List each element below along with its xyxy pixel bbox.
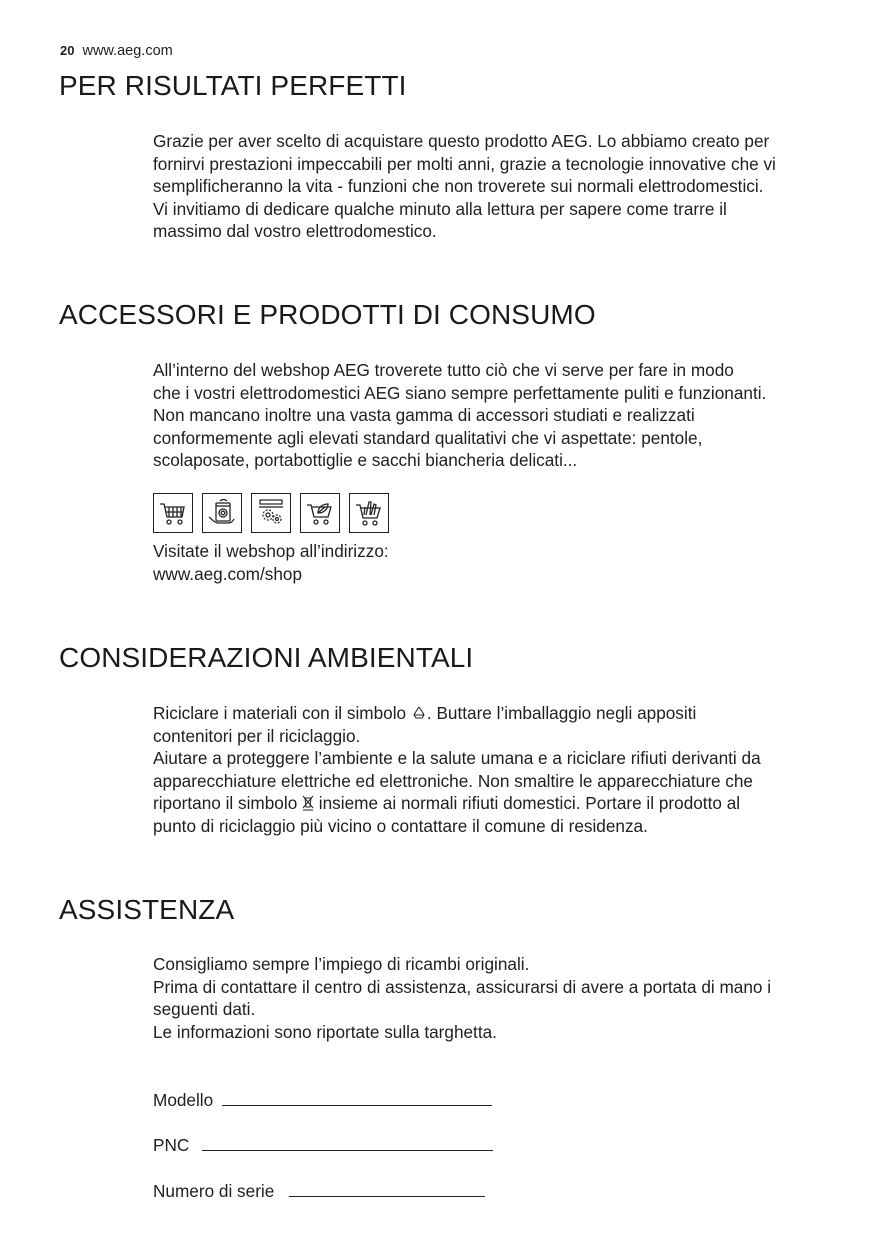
section-title-assistenza: ASSISTENZA <box>59 894 235 925</box>
text-line: seguenti dati. <box>153 999 256 1020</box>
gear-appliance-icon <box>251 493 291 533</box>
cart-leaf-icon <box>300 493 340 533</box>
pnc-blank-line[interactable] <box>202 1134 493 1151</box>
section-title-accessori: ACCESSORI E PRODOTTI DI CONSUMO <box>59 299 596 330</box>
washing-machine-hand-icon <box>202 493 242 533</box>
paragraph-risultati <box>153 130 843 243</box>
serial-field <box>153 1180 485 1202</box>
crossed-bin-icon <box>302 795 314 811</box>
site-url: www.aeg.com <box>82 43 173 59</box>
serial-blank-line[interactable] <box>289 1180 485 1197</box>
text-line: apparecchiature elettriche ed elettroniche. Non smaltire le apparecchiature che <box>153 770 753 791</box>
text-line: Grazie per aver scelto di acquistare questo prodotto AEG. Lo abbiamo creato per <box>153 131 770 151</box>
page-header <box>60 43 173 59</box>
model-field <box>153 1089 492 1111</box>
text-line: Visitate il webshop all’indirizzo: <box>153 541 389 561</box>
webshop-visit <box>153 540 843 585</box>
text-line: Riciclare i materiali con il simbolo . Buttare l’imballaggio negli appositi <box>153 703 697 723</box>
text-line: Aiutare a proteggere l’ambiente e la salute umana e a riciclare rifiuti derivanti da <box>153 748 761 769</box>
shopping-cart-icon <box>153 493 193 533</box>
text-line: All’interno del webshop AEG troverete tutto ciò che vi serve per fare in modo <box>153 360 734 380</box>
webshop-icons <box>153 493 389 533</box>
text-line: semplificheranno la vita - funzioni che non troverete sui normali elettrodomestici. <box>153 176 764 197</box>
recycle-icon <box>411 705 427 721</box>
page-number: 20 <box>60 43 75 58</box>
model-blank-line[interactable] <box>222 1089 492 1106</box>
text-line: fornirvi prestazioni impeccabili per molti anni, grazie a tecnologie innovative che vi <box>153 153 776 174</box>
text-line: conformemente agli elevati standard qualitativi che vi aspettate: pentole, <box>153 427 703 448</box>
text-line: punto di riciclaggio più vicino o contattare il comune di residenza. <box>153 815 648 836</box>
text-line: Consigliamo sempre l’impiego di ricambi originali. <box>153 954 530 974</box>
text-line: contenitori per il riciclaggio. <box>153 725 361 746</box>
text-line: che i vostri elettrodomestici AEG siano sempre perfettamente puliti e funzionanti. <box>153 382 767 403</box>
paragraph-ambientali <box>153 702 843 838</box>
text-line: Le informazioni sono riportate sulla targhetta. <box>153 1021 497 1042</box>
model-label: Modello <box>153 1090 214 1110</box>
section-title-risultati: PER RISULTATI PERFETTI <box>59 70 407 101</box>
cart-bottles-icon <box>349 493 389 533</box>
pnc-field <box>153 1134 493 1156</box>
text-line: Prima di contattare il centro di assistenza, assicurarsi di avere a portata di mano i <box>153 976 772 997</box>
text-line: scolaposate, portabottiglie e sacchi biancheria delicati... <box>153 450 578 471</box>
section-title-ambientali: CONSIDERAZIONI AMBIENTALI <box>59 642 474 673</box>
text-line: Vi invitiamo di dedicare qualche minuto alla lettura per sapere come trarre il <box>153 198 727 219</box>
pnc-label: PNC <box>153 1135 190 1155</box>
text-line: riportano il simbolo insieme ai normali rifiuti domestici. Portare il prodotto al <box>153 793 741 814</box>
text-line: Non mancano inoltre una vasta gamma di accessori studiati e realizzati <box>153 405 695 426</box>
paragraph-accessori <box>153 359 843 472</box>
text-line: massimo dal vostro elettrodomestico. <box>153 221 437 242</box>
paragraph-assistenza <box>153 953 843 1043</box>
serial-label: Numero di serie <box>153 1181 275 1201</box>
webshop-link[interactable]: www.aeg.com/shop <box>153 563 303 584</box>
